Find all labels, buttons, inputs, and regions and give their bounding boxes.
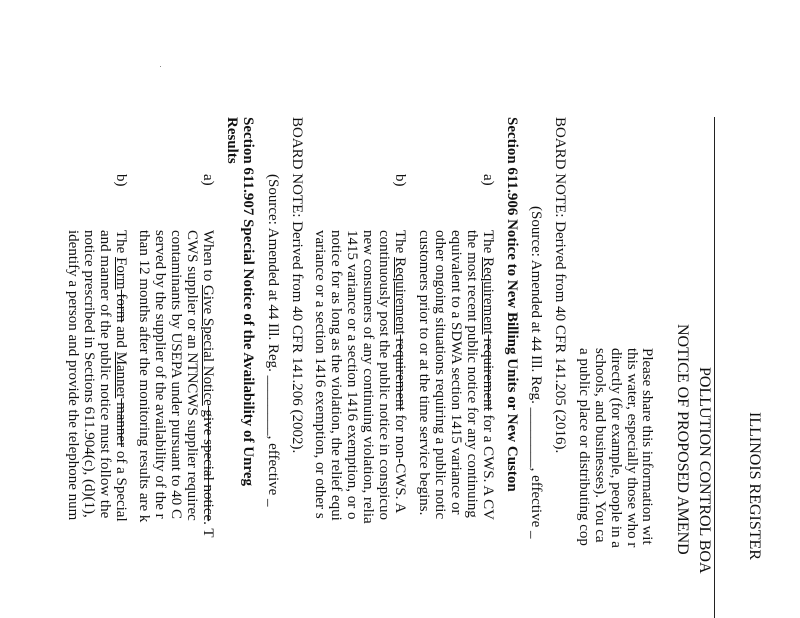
section-907-b-line-2: and manner of the public notice must follow the <box>97 230 113 519</box>
item-a-label: a) <box>480 174 496 186</box>
section-907-a-line-2: CWS supplier or an NTNCWS supplier requirec <box>184 230 200 521</box>
section-907-a-line-3: contaminants by USEPA under pursuant to 40 C <box>168 230 184 520</box>
section-907-heading-line-1: Section 611.907 Special Notice of the Availability of Unreg <box>240 117 256 487</box>
scan-speck <box>160 66 161 67</box>
notice-title: NOTICE OF PROPOSED AMEND <box>674 324 691 555</box>
section-906-a-line-5: customers prior to or at the time service begins. <box>416 230 432 516</box>
section-906-a-line-4: other ongoing situations requiring a public notic <box>432 230 448 520</box>
section-906-heading: Section 611.906 Notice to New Billing Units or New Custon <box>504 117 520 492</box>
section-907-b-line-4: identify a person and provide the telephone num <box>65 230 81 521</box>
section-907-heading-line-2: Results <box>224 117 240 164</box>
section-906-a-line-2: the most recent public notice for any continuing <box>464 230 480 518</box>
section-906-b-line-6: variance or a section 1416 exemption, or other s <box>312 230 328 519</box>
section-906-b-line-2: continuously post the public notice in conspicuo <box>376 230 392 520</box>
section-907-a-line-1: When to Give Special Notice give special notice. T <box>200 230 216 538</box>
share-notice-line-5: a public place or distributing cop <box>576 348 592 546</box>
board-name: POLLUTION CONTROL BOA <box>696 367 713 574</box>
board-note-1: BOARD NOTE: Derived from 40 CFR 141.205 (2016). <box>552 117 568 454</box>
item-b-label: b) <box>392 174 408 187</box>
section-906-a-line-1: The Requirement requirement for a CWS. A CV <box>480 230 496 520</box>
section-907-a-line-4: served by the supplier of the availability of the r <box>152 230 168 519</box>
board-note-2: BOARD NOTE: Derived from 40 CFR 141.206 (2002). <box>289 117 305 454</box>
section-907-b-line-1: The Form form and Manner manner of a Special <box>113 230 129 522</box>
section-907-a-line-5: than 12 months after the monitoring results are k <box>136 230 152 523</box>
register-title: ILLINOIS REGISTER <box>746 412 763 560</box>
section-906-b-line-4: 1415 variance or a section 1416 exemption, or o <box>344 230 360 520</box>
share-notice-line-1: Please share this information wit <box>639 348 655 545</box>
source-1: (Source: Amended at 44 Ill. Reg. ________, effective _ <box>528 206 544 539</box>
share-notice-line-3: directly (for example, people in a <box>608 348 624 548</box>
share-notice-line-4: schools, and businesses). You ca <box>592 348 608 543</box>
section-906-a-line-3: equivalent to a SDWA section 1415 variance or <box>448 230 464 515</box>
header-rule <box>714 117 715 618</box>
item-a-label: a) <box>200 174 216 186</box>
share-notice-line-2: this water, especially those who r <box>624 348 640 548</box>
section-906-b-line-3: new consumers of any continuing violation, relia <box>360 230 376 524</box>
source-2: (Source: Amended at 44 Ill. Reg. ________, effective _ <box>265 174 281 507</box>
item-b-label: b) <box>113 174 129 187</box>
section-906-b-line-5: notice for as long as the violation, the relief equi <box>328 230 344 521</box>
section-907-b-line-3: notice prescribed in Sections 611.904(c), (d)(1), <box>81 230 97 518</box>
section-906-b-line-1: The Requirement requirement for non-CWS. A <box>392 230 408 514</box>
